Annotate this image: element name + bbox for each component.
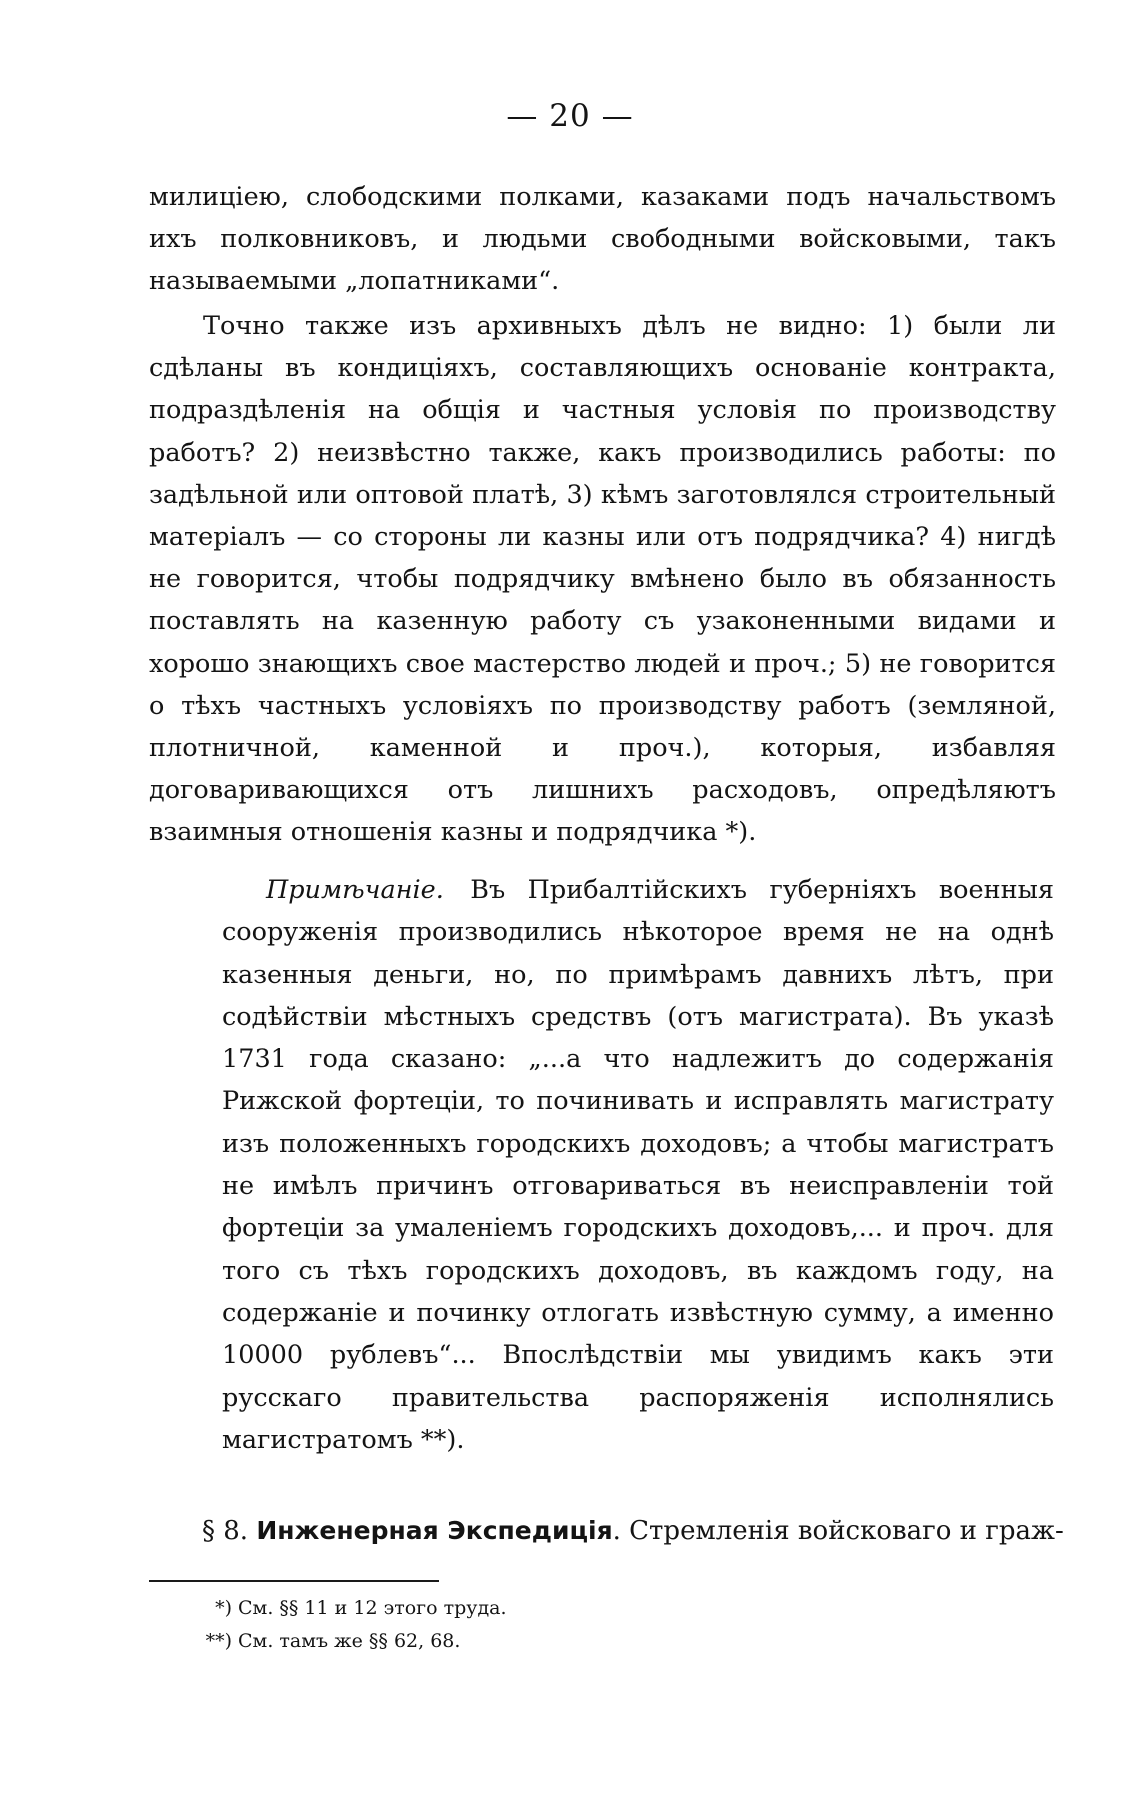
note-label: Примѣчаніе. xyxy=(266,875,444,905)
footnote-marker: **) xyxy=(205,1630,232,1652)
section-heading-line: § 8. Инженерная Экспедиція. Стремленія войсковаго и граж- xyxy=(202,1516,1064,1546)
footnote-marker: *) xyxy=(215,1597,232,1619)
note-block xyxy=(222,869,1054,1461)
footnote-1 xyxy=(200,1592,507,1625)
footnotes xyxy=(200,1592,507,1658)
footnote-text: См. тамъ же §§ 62, 68. xyxy=(238,1630,461,1652)
footnote-2 xyxy=(200,1625,507,1658)
footnote-divider xyxy=(149,1580,439,1582)
paragraph-2: Точно также изъ архивныхъ дѣлъ не видно: 1) были ли сдѣланы въ кондиціяхъ, составляющихъ основаніе контракта, подраздѣленія на общія и частныя условія по производству работъ? 2) неизвѣстно также, какъ производились работы: по задѣльной или оптовой платѣ, 3) кѣмъ заготовлялся строительный матеріалъ — со стороны ли казны или отъ подрядчика? 4) нигдѣ не говорится, чтобы подрядчику вмѣнено было въ обязанность поставлять на казенную работу съ узаконенными видами и хорошо знающихъ свое мастерство людей и проч.; 5) не говорится о тѣхъ частныхъ условіяхъ по производству работъ (земляной, плотничной, каменной и проч.), которыя, избавляя договаривающихся отъ лишнихъ расходовъ, опредѣляютъ взаимныя отношенія казны и подрядчика *). xyxy=(149,311,1056,848)
section-text: Стремленія войсковаго и граж- xyxy=(629,1516,1064,1546)
section-title: Инженерная Экспедиція xyxy=(256,1516,613,1545)
note-text: Въ Прибалтійскихъ губерніяхъ военныя сооруженія производились нѣкоторое время не на однѣ казенныя деньги, но, по примѣрамъ давнихъ лѣтъ, при содѣйствіи мѣстныхъ средствъ (отъ магистрата). Въ указѣ 1731 года сказано: „...а что надлежитъ до содержанія Рижской фортеціи, то починивать и исправлять магистрату изъ положенныхъ городскихъ доходовъ; а чтобы магистратъ не имѣлъ причинъ отговариваться въ неисправленіи той фортеціи за умаленіемъ городскихъ доходовъ,... и проч. для того съ тѣхъ городскихъ доходовъ, въ каждомъ году, на содержаніе и починку отлогать извѣстную сумму, а именно 10000 рублевъ“... Впослѣдствіи мы увидимъ какъ эти русскаго правительства распоряженія исполнялись магистратомъ **). xyxy=(222,875,1054,1455)
footnote-text: См. §§ 11 и 12 этого труда. xyxy=(238,1597,507,1619)
paragraph-1: милиціею, слободскими полками, казаками подъ начальствомъ ихъ полковниковъ, и людьми свободными войсковыми, такъ называемыми „лопатниками“. xyxy=(149,182,1056,297)
page-number: — 20 — xyxy=(506,98,634,134)
section-number: § 8. xyxy=(202,1516,249,1546)
